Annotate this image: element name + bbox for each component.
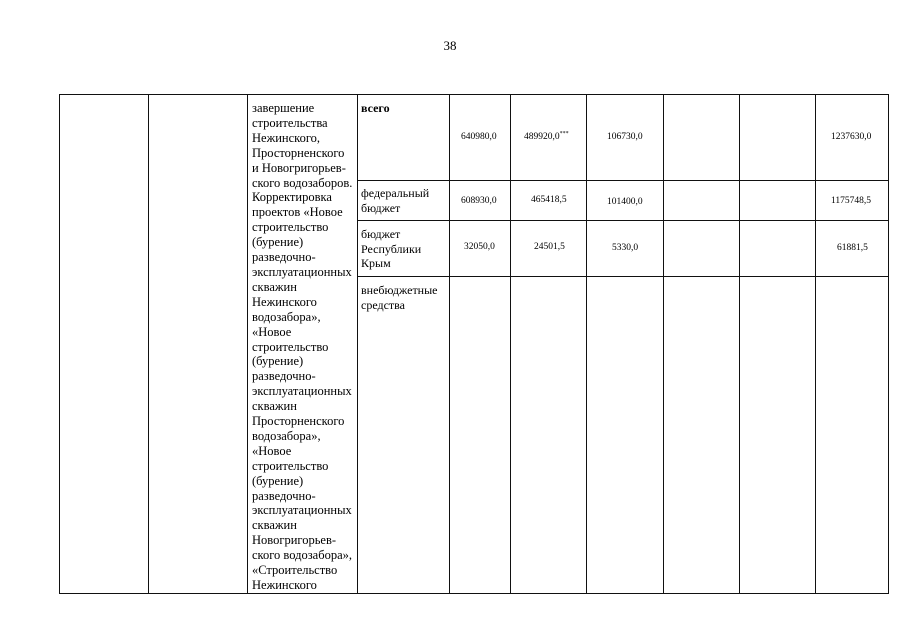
column-divider	[586, 94, 587, 594]
description-line: скважин	[252, 518, 297, 533]
row-divider	[357, 220, 889, 221]
description-line: эксплуатационных	[252, 264, 352, 279]
column-divider	[357, 94, 358, 594]
cell-value: 1175748,5	[831, 196, 872, 206]
source-line: федеральный	[361, 186, 430, 200]
description-line: (бурение)	[252, 235, 304, 250]
column-divider	[663, 94, 664, 594]
description-line: проектов «Новое	[252, 205, 343, 220]
cell-value: 5330,0	[612, 243, 639, 253]
source-line: Республики	[361, 241, 422, 256]
description-line: Нежинского,	[252, 130, 321, 145]
description-line: строительства	[252, 115, 328, 130]
source-line: всего	[361, 101, 390, 115]
source-crimea-label	[361, 227, 453, 271]
source-extrabudget-label	[361, 283, 453, 312]
description-line: «Строительство	[252, 563, 338, 578]
cell-value: 32050,0	[464, 242, 495, 252]
description-line: строительство	[252, 458, 329, 473]
source-line: бюджет	[361, 227, 401, 241]
description-line: завершение	[252, 101, 315, 115]
row-divider	[357, 276, 889, 277]
description-line: строительство	[252, 339, 329, 354]
activity-description	[252, 101, 357, 593]
table-border-left	[59, 94, 60, 594]
cell-value: 106730,0	[607, 132, 643, 142]
description-line: Новогригорьев-	[252, 533, 337, 548]
column-divider	[247, 94, 248, 594]
description-line: Нежинского	[252, 578, 317, 592]
funding-table	[59, 94, 889, 594]
description-line: строительство	[252, 220, 329, 235]
description-line: Корректировка	[252, 190, 332, 205]
description-line: эксплуатационных	[252, 503, 352, 518]
source-federal-label	[361, 186, 453, 215]
description-line: и Новогригорьев-	[252, 160, 346, 175]
cell-value: 101400,0	[607, 197, 643, 207]
cell-value: 1237630,0	[831, 132, 872, 142]
description-line: Нежинского	[252, 294, 317, 309]
description-line: Просторненского	[252, 414, 345, 429]
column-divider	[148, 94, 149, 594]
cell-value: 608930,0	[461, 196, 497, 206]
description-line: «Новое	[252, 324, 292, 339]
row-divider	[357, 180, 889, 181]
cell-value	[524, 131, 569, 142]
description-line: ского водозабора»,	[252, 548, 353, 563]
description-line: Просторненского	[252, 145, 345, 160]
cell-value-text: 489920,0	[524, 132, 560, 143]
description-line: скважин	[252, 399, 297, 414]
description-line: разведочно-	[252, 369, 316, 384]
source-line: бюджет	[361, 200, 401, 215]
description-line: (бурение)	[252, 354, 304, 369]
column-divider	[739, 94, 740, 594]
source-line: внебюджетные	[361, 283, 438, 297]
source-line: Крым	[361, 256, 391, 270]
description-line: разведочно-	[252, 488, 316, 503]
column-divider	[449, 94, 450, 594]
table-border-right	[888, 94, 889, 594]
description-line: (бурение)	[252, 473, 304, 488]
column-divider	[510, 94, 511, 594]
description-line: «Новое	[252, 443, 292, 458]
cell-value: 465418,5	[531, 195, 567, 205]
cell-value: 24501,5	[534, 242, 565, 252]
source-total-label	[361, 101, 453, 116]
source-line: средства	[361, 297, 406, 312]
table-border-bottom	[59, 593, 889, 594]
table-border-top	[59, 94, 889, 95]
cell-value: 61881,5	[837, 243, 868, 253]
description-line: разведочно-	[252, 250, 316, 265]
description-line: ского водозаборов.	[252, 175, 353, 190]
page-number: 38	[443, 38, 457, 53]
description-line: водозабора»,	[252, 428, 321, 443]
description-line: скважин	[252, 279, 297, 294]
cell-value: 640980,0	[461, 132, 497, 142]
column-divider	[815, 94, 816, 594]
footnote-mark: ***	[559, 131, 569, 137]
description-line: водозабора»,	[252, 309, 321, 324]
description-line: эксплуатационных	[252, 384, 352, 399]
